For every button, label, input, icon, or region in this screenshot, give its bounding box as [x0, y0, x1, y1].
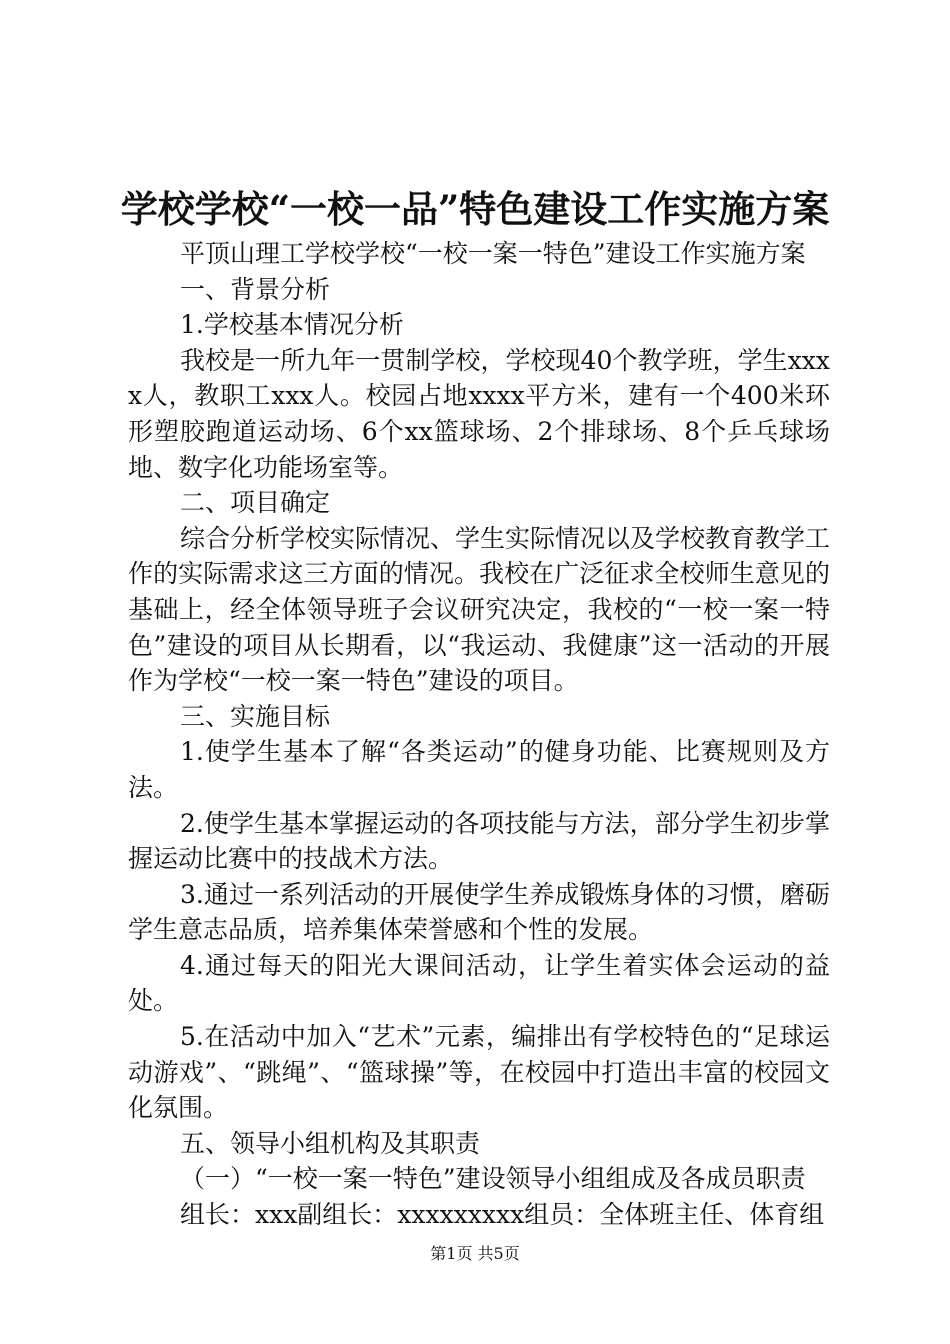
- list-item: 5.在活动中加入“艺术”元素，编排出有学校特色的“足球运动游戏”、“跳绳”、“篮球操”等，在校园中打造出丰富的校园文化氛围。: [128, 1022, 830, 1123]
- subheading-school-info: 1.学校基本情况分析: [180, 310, 404, 340]
- paragraph-members: 组长：xxx副组长：xxxxxxxxx组员：全体班主任、体育组: [180, 1200, 825, 1230]
- list-item: 2.使学生基本掌握运动的各项技能与方法，部分学生初步掌握运动比赛中的技战术方法。: [128, 808, 830, 874]
- paragraph-project: 综合分析学校实际情况、学生实际情况以及学校教育教学工作的实际需求这三方面的情况。我校在广泛征求全校师生意见的基础上，经全体领导班子会议研究决定，我校的“一校一案一特色”建设的项目从长期看，以“我运动、我健康”这一活动的开展作为学校“一校一案一特色”建设的项目。: [128, 523, 831, 696]
- list-item: 3.通过一系列活动的开展使学生养成锻炼身体的习惯，磨砺学生意志品质，培养集体荣誉感和个性的发展。: [128, 879, 830, 945]
- document-title: 学校学校“一校一品”特色建设工作实施方案: [120, 187, 830, 231]
- heading-goals: 三、实施目标: [180, 701, 331, 731]
- list-item: 1.使学生基本了解“各类运动”的健身功能、比赛规则及方法。: [128, 737, 830, 802]
- document-body: [128, 236, 830, 1233]
- heading-leadership: 五、领导小组机构及其职责: [180, 1128, 481, 1158]
- heading-background: 一、背景分析: [180, 274, 331, 304]
- list-item: 4.通过每天的阳光大课间活动，让学生着实体会运动的益处。: [128, 950, 830, 1016]
- page-number: 第1页 共5页: [430, 1244, 520, 1263]
- heading-project: 二、项目确定: [180, 488, 331, 518]
- subheading-leadership-group: （一）“一校一案一特色”建设领导小组组成及各成员职责: [180, 1164, 806, 1194]
- paragraph-subtitle: 平顶山理工学校学校“一校一案一特色”建设工作实施方案: [180, 239, 806, 268]
- paragraph-school-info: 我校是一所九年一贯制学校，学校现40个教学班，学生xxxx人，教职工xxx人。校园占地xxxx平方米，建有一个400米环形塑胶跑道运动场、6个xx篮球场、2个排球场、8个乒乓球场地、数字化功能场室等。: [128, 345, 830, 482]
